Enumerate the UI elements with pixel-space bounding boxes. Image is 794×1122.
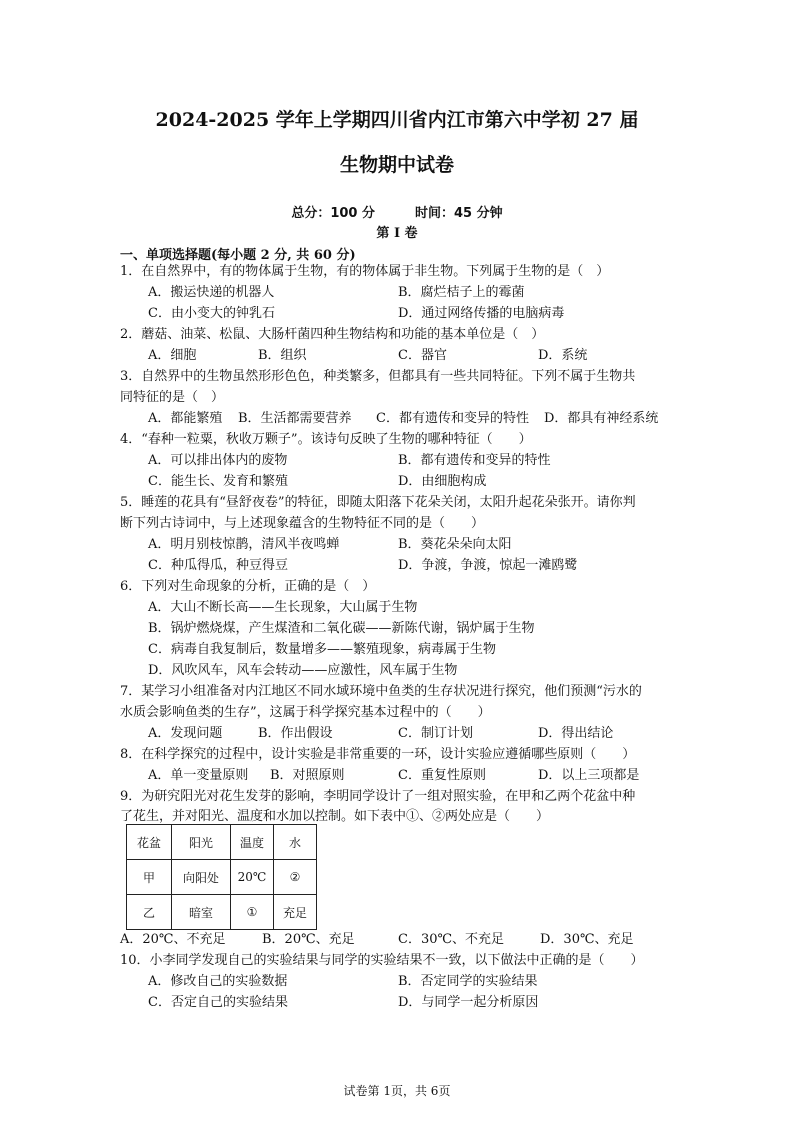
question-8-option-c: C．重复性原则 (398, 768, 486, 783)
question-8-stem: 8．在科学探究的过程中，设计实验是非常重要的一环，设计实验应遵循哪些原则（ ） (120, 747, 636, 762)
question-5-option-b: B．葵花朵朵向太阳 (398, 537, 512, 552)
question-4-stem: 4．“春种一粒粟，秋收万颗子”。该诗句反映了生物的哪种特征（ ） (120, 432, 532, 447)
question-7-stem-line2: 水质会影响鱼类的生存”，这属于科学探究基本过程中的（ ） (120, 705, 491, 720)
table-header-cell: 水 (274, 825, 317, 860)
question-5-stem-line1: 5．睡莲的花具有“昼舒夜卷”的特征，即随太阳落下花朵关闭，太阳升起花朵张开。请你判 (120, 495, 636, 510)
table-cell: ② (274, 860, 317, 895)
question-2-option-a: A．细胞 (148, 348, 197, 363)
table-row (127, 895, 317, 930)
question-8-option-a: A．单一变量原则 (148, 768, 249, 783)
question-5-option-c: C．种瓜得瓜，种豆得豆 (148, 558, 288, 573)
question-3-option-b: B．生活都需要营养 (238, 411, 352, 426)
question-1-option-c: C．由小变大的钟乳石 (148, 306, 275, 321)
question-3-stem-line1: 3．自然界中的生物虽然形形色色，种类繁多，但都具有一些共同特征。下列不属于生物共 (120, 369, 636, 384)
question-7-stem-line1: 7．某学习小组准备对内江地区不同水域环境中鱼类的生存状况进行探究，他们预测“污水的 (120, 684, 642, 699)
question-6-option-d: D．风吹风车，风车会转动——应激性，风车属于生物 (148, 663, 458, 678)
question-7-option-a: A．发现问题 (148, 726, 223, 741)
question-10-option-c: C．否定自己的实验结果 (148, 995, 288, 1010)
experiment-table (126, 824, 317, 930)
question-9-stem-line2: 了花生，并对阳光、温度和水加以控制。如下表中①、②两处应是（ ） (120, 809, 550, 824)
question-8-option-d: D．以上三项都是 (538, 768, 640, 783)
question-9-option-d: D．30℃、充足 (540, 932, 634, 947)
question-6-option-c: C．病毒自我复制后，数量增多——繁殖现象，病毒属于生物 (148, 642, 496, 657)
question-1-option-a: A．搬运快递的机器人 (148, 285, 275, 300)
question-7-option-d: D．得出结论 (538, 726, 614, 741)
question-6-option-a: A．大山不断长高——生长现象，大山属于生物 (148, 600, 418, 615)
question-1-stem: 1．在自然界中，有的物体属于生物，有的物体属于非生物。下列属于生物的是（ ） (120, 264, 610, 279)
page-footer: 试卷第 1页，共 6页 (343, 1084, 451, 1098)
time-limit: 时间：45 分钟 (415, 206, 503, 221)
question-10-option-a: A．修改自己的实验数据 (148, 974, 288, 989)
question-3-stem-line2: 同特征的是（ ） (120, 390, 225, 405)
question-1-option-d: D．通过网络传播的电脑病毒 (398, 306, 565, 321)
question-10-stem: 10．小李同学发现自己的实验结果与同学的实验结果不一致，以下做法中正确的是（ ） (120, 953, 644, 968)
question-2-option-c: C．器官 (398, 348, 447, 363)
question-8-option-b: B．对照原则 (270, 768, 345, 783)
volume-label: 第 I 卷 (376, 226, 418, 241)
question-10-option-b: B．否定同学的实验结果 (398, 974, 538, 989)
question-5-option-a: A．明月别枝惊鹊，清风半夜鸣蝉 (148, 537, 340, 552)
question-1-option-b: B．腐烂桔子上的霉菌 (398, 285, 525, 300)
table-cell: 充足 (274, 895, 317, 930)
question-5-stem-line2: 断下列古诗词中，与上述现象蕴含的生物特征不同的是（ ） (120, 516, 485, 531)
table-header-cell: 温度 (231, 825, 274, 860)
question-5-option-d: D．争渡，争渡，惊起一滩鸥鹭 (398, 558, 578, 573)
total-score: 总分：100 分 (291, 206, 376, 221)
question-7-option-b: B．作出假设 (258, 726, 333, 741)
table-row (127, 860, 317, 895)
table-cell: 向阳处 (172, 860, 231, 895)
table-header-cell: 花盆 (127, 825, 172, 860)
question-3-option-a: A．都能繁殖 (148, 411, 223, 426)
question-9-option-a: A．20℃、不充足 (120, 932, 226, 947)
question-10-option-d: D．与同学一起分析原因 (398, 995, 539, 1010)
table-header-row (127, 825, 317, 860)
table-cell: 乙 (127, 895, 172, 930)
table-cell: 20℃ (231, 860, 274, 895)
table-header-cell: 阳光 (172, 825, 231, 860)
exam-meta (0, 202, 794, 221)
question-9-option-c: C．30℃、不充足 (398, 932, 505, 947)
question-6-stem: 6．下列对生命现象的分析，正确的是（ ） (120, 579, 376, 594)
question-9-stem-line1: 9．为研究阳光对花生发芽的影响，李明同学设计了一组对照实验，在甲和乙两个花盆中种 (120, 789, 636, 804)
exam-title-line2: 生物期中试卷 (339, 154, 454, 176)
question-3-option-d: D．都具有神经系统 (544, 411, 659, 426)
question-3-option-c: C．都有遗传和变异的特性 (376, 411, 529, 426)
question-7-option-c: C．制订计划 (398, 726, 473, 741)
question-4-option-b: B．都有遗传和变异的特性 (398, 453, 551, 468)
question-4-option-d: D．由细胞构成 (398, 474, 487, 489)
question-9-option-b: B．20℃、充足 (262, 932, 355, 947)
question-2-stem: 2．蘑菇、油菜、松鼠、大肠杆菌四种生物结构和功能的基本单位是（ ） (120, 327, 545, 342)
question-2-option-b: B．组织 (258, 348, 307, 363)
table-cell: ① (231, 895, 274, 930)
question-2-option-d: D．系统 (538, 348, 588, 363)
exam-title-line1: 2024-2025 学年上学期四川省内江市第六中学初 27 届 (155, 109, 639, 131)
table-cell: 暗室 (172, 895, 231, 930)
table-cell: 甲 (127, 860, 172, 895)
question-4-option-a: A．可以排出体内的废物 (148, 453, 288, 468)
section-heading: 一、单项选择题(每小题 2 分, 共 60 分) (120, 248, 356, 263)
question-4-option-c: C．能生长、发育和繁殖 (148, 474, 288, 489)
question-6-option-b: B．锅炉燃烧煤，产生煤渣和二氧化碳——新陈代谢，锅炉属于生物 (148, 621, 535, 636)
